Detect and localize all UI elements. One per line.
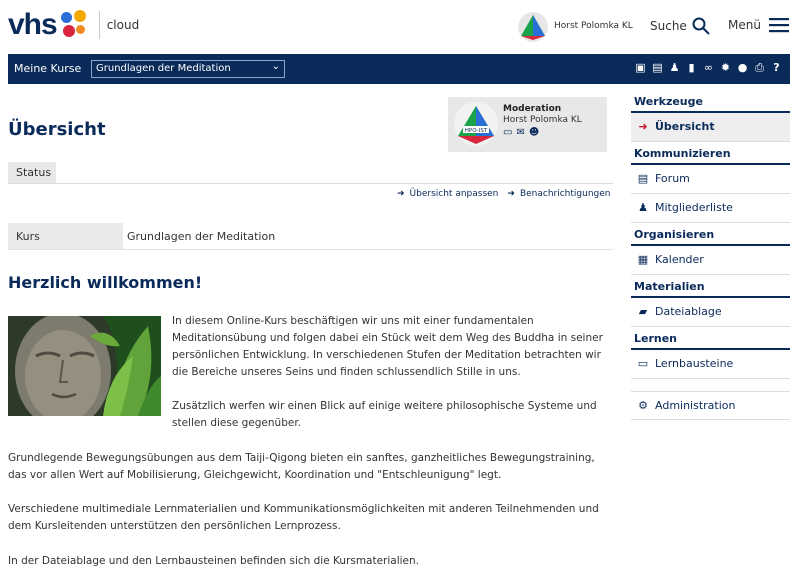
moderation-box [448, 97, 607, 152]
notifications-link[interactable] [507, 189, 610, 199]
badge-icon[interactable]: ✹ [720, 61, 731, 74]
search-button[interactable] [650, 17, 710, 35]
arrow-right-icon: ➜ [397, 189, 405, 199]
user-avatar[interactable] [518, 12, 548, 42]
sidebar [631, 90, 790, 420]
menu-label: Menü [728, 18, 761, 32]
folder-icon: ▰ [638, 305, 648, 318]
qigong-paragraph: Grundlegende Bewegungsübungen aus dem Taiji-Qigong bieten ein sanftes, ganzheitliches Bewegungstraining, das vor allen Wert auf Mobilisierung, Gleichgewicht, Koordination und "Entschleunigung" legt. [8, 452, 595, 481]
sidebar-heading-communicate: Kommunizieren [631, 142, 790, 165]
materials-paragraph: Verschiedene multimediale Lernmaterialien und Kommunikationsmöglichkeiten mit anderen Teilnehmenden und dem Kursleitenden unterstützen den persönlichen Lernprozess. [8, 503, 599, 532]
welcome-heading: Herzlich willkommen! [8, 273, 203, 292]
sidebar-item-calendar[interactable] [631, 246, 790, 275]
course-select[interactable] [91, 60, 285, 78]
search-label: Suche [650, 19, 687, 33]
navbar-icons [635, 61, 782, 75]
philosophy-paragraph: Zusätzlich werfen wir einen Blick auf einige weitere philosophische Systeme und stellen diese gegenüber. [172, 400, 597, 429]
intro-paragraph: In diesem Online-Kurs beschäftigen wir uns mit einer fundamentalen Meditationsübung und folgen dabei ein Stück weit dem Weg des Buddha in seiner persönlichen Entwicklung. In verschiedenen Stufen der Meditation betrachten wir die Bereiche unseres Seins und finden schlussendlich Stille in uns. [172, 315, 603, 378]
sidebar-heading-materials: Materialien [631, 275, 790, 298]
files-paragraph: In der Dateiablage und den Lernbausteinen befinden sich die Kursmaterialien. [8, 555, 420, 567]
sidebar-heading-organize: Organisieren [631, 223, 790, 246]
tab-status[interactable]: Status [8, 162, 56, 183]
notes-icon[interactable]: ▤ [652, 61, 663, 74]
admin-icon: ⚙ [638, 399, 648, 412]
customize-overview-link[interactable] [397, 189, 498, 199]
sidebar-item-label: Mitgliederliste [655, 201, 733, 214]
my-courses-label: Meine Kurse [14, 62, 82, 75]
sidebar-heading-tools: Werkzeuge [631, 90, 790, 113]
sidebar-item-admin[interactable] [631, 391, 790, 420]
moderator-avatar-text: HPO-IST [464, 128, 488, 134]
moderator-contact-icons [503, 127, 539, 138]
sidebar-item-modules[interactable] [631, 350, 790, 379]
sidebar-item-members[interactable] [631, 194, 790, 223]
hamburger-icon [769, 17, 789, 33]
sidebar-item-label: Administration [655, 399, 736, 412]
overview-links [397, 189, 610, 199]
logo-dots-icon [59, 10, 89, 40]
vhs-logo[interactable] [8, 10, 139, 40]
page-title: Übersicht [8, 119, 106, 140]
course-navbar [8, 54, 790, 84]
course-value: Grundlagen der Meditation [127, 230, 276, 243]
course-select-value: Grundlagen der Meditation [96, 63, 231, 74]
sidebar-item-files[interactable] [631, 298, 790, 327]
buddha-image [8, 316, 161, 416]
moderator-name: Horst Polomka KL [503, 115, 582, 125]
moderator-avatar[interactable] [454, 102, 498, 146]
arrow-right-icon: ➜ [507, 189, 515, 199]
link-icon[interactable]: ∞ [703, 61, 714, 74]
sidebar-item-label: Kalender [655, 253, 704, 266]
arrow-right-icon: ➜ [638, 120, 648, 133]
logo-separator [99, 11, 100, 39]
tab-divider [8, 183, 613, 184]
notifications-label: Benachrichtigungen [519, 189, 611, 199]
header [0, 0, 800, 54]
sidebar-item-forum[interactable] [631, 165, 790, 194]
course-label: Kurs [8, 223, 123, 249]
logo-text: vhs [8, 8, 57, 41]
sidebar-item-overview[interactable] [631, 113, 790, 142]
id-card-icon[interactable]: ▭ [503, 127, 513, 138]
chat-icon[interactable]: ● [737, 61, 748, 74]
members-icon: ♟ [638, 201, 648, 214]
print-icon[interactable]: ⎙ [755, 61, 764, 74]
sidebar-item-label: Dateiablage [655, 305, 722, 318]
calendar-icon: ▦ [637, 253, 649, 266]
sidebar-heading-learn: Lernen [631, 327, 790, 350]
mail-icon[interactable]: ✉ [516, 127, 525, 138]
chevron-down-icon: ⌄ [271, 61, 280, 72]
forum-icon: ▤ [637, 172, 649, 185]
bookmark-icon[interactable]: ▮ [688, 61, 695, 74]
moderation-title: Moderation [503, 104, 562, 114]
logo-cloud-label: cloud [106, 18, 140, 32]
course-info-row [8, 223, 613, 250]
sidebar-item-label: Lernbausteine [655, 357, 734, 370]
laptop-icon: ▭ [637, 357, 649, 370]
user-name[interactable]: Horst Polomka KL [554, 21, 633, 31]
sidebar-spacer [631, 379, 790, 391]
search-icon [692, 17, 710, 35]
customize-overview-label: Übersicht anpassen [409, 189, 499, 199]
person-icon[interactable]: ♟ [669, 61, 680, 74]
sidebar-item-label: Forum [655, 172, 690, 185]
sidebar-item-label: Übersicht [655, 120, 715, 133]
question-icon[interactable]: ? [773, 61, 780, 74]
menu-button[interactable] [728, 17, 789, 33]
help-screen-icon[interactable]: ▣ [635, 61, 646, 74]
smiley-icon[interactable]: ☻ [528, 127, 540, 138]
